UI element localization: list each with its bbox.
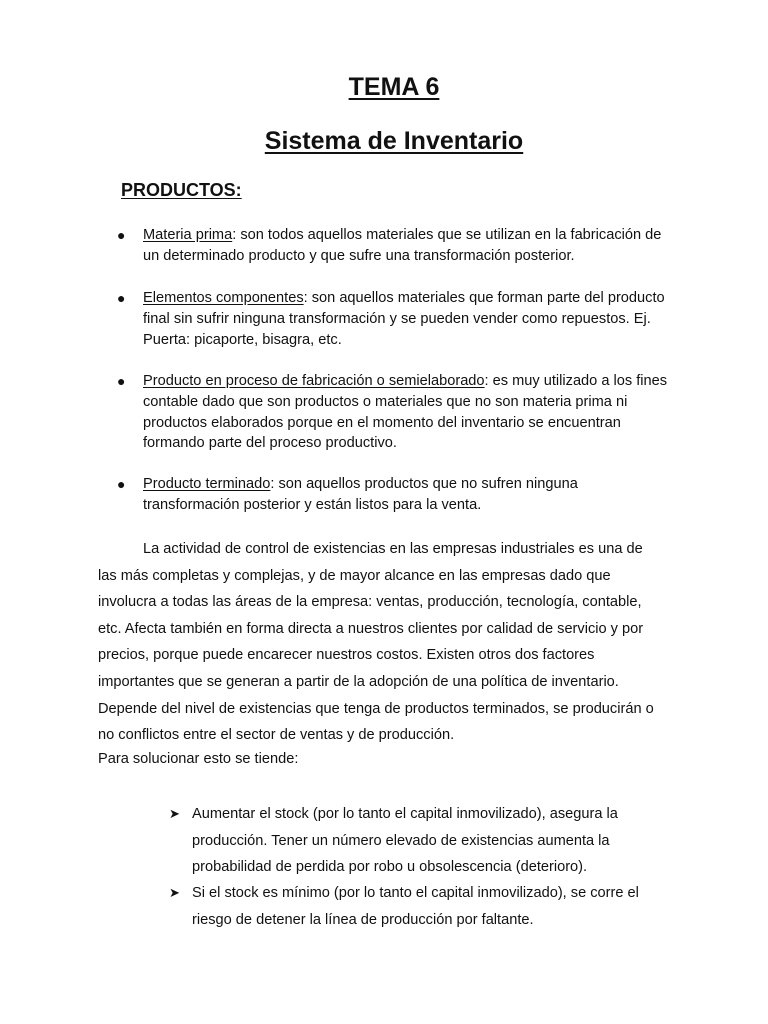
document-title: TEMA 6 <box>348 73 440 101</box>
bullet-text: : es muy utilizado a los fines contable dado que son productos o materiales que no son materia prima ni productos elaborados porque en el momento del inventario se encuentran formando parte del proceso productivo. <box>143 373 668 452</box>
bullet-item-producto-terminado <box>117 474 668 516</box>
arrowhead-icon: ➤ <box>169 885 180 900</box>
bullet-dot-icon: ● <box>117 227 126 243</box>
bullet-term: Producto en proceso de fabricación o semielaborado <box>143 373 485 389</box>
arrow-item-aumentar-stock <box>169 801 667 881</box>
body-paragraph: La actividad de control de existencias en las empresas industriales es una de las más completas y complejas, y de mayor alcance en las empresas dado que involucra a todas las áreas de la empresa: ventas, producción, tecnología, contable, etc. Afecta también en forma directa a nuestros clientes por calidad de servicio y por precios, porque puede encarecer nuestros costos. Existen otros dos factores importantes que se generan a partir de la adopción de una política de inventario. Depende del nivel de existencias que tenga de productos terminados, se producirán o no conflictos entre el sector de ventas y de producción. <box>98 541 654 744</box>
arrow-item-text: Aumentar el stock (por lo tanto el capital inmovilizado), asegura la producción. Tener un número elevado de existencias aumenta la probabilidad de perdida por robo u obsolescencia (deterioro). <box>192 806 618 876</box>
bullet-dot-icon: ● <box>117 373 126 389</box>
bullet-dot-icon: ● <box>117 290 126 306</box>
bullet-item-elementos-componentes <box>117 288 668 350</box>
body-paragraph-tail: Para solucionar esto se tiende: <box>98 751 299 767</box>
arrow-item-stock-minimo <box>169 880 667 933</box>
bullet-term: Elementos componentes <box>143 290 304 306</box>
bullet-item-materia-prima <box>117 225 668 267</box>
bullet-term: Materia prima <box>143 227 233 243</box>
arrowhead-icon: ➤ <box>169 806 180 821</box>
bullet-dot-icon: ● <box>117 476 126 492</box>
bullet-text: : son aquellos productos que no sufren ninguna transformación posterior y están listos para la venta. <box>143 476 578 513</box>
section-heading: PRODUCTOS: <box>121 180 242 200</box>
bullet-term: Producto terminado <box>143 476 271 492</box>
arrow-item-text: Si el stock es mínimo (por lo tanto el capital inmovilizado), se corre el riesgo de detener la línea de producción por faltante. <box>192 885 639 928</box>
bullet-text: : son aquellos materiales que forman parte del producto final sin sufrir ninguna transformación y se pueden vender como repuestos. Ej. Puerta: picaporte, bisagra, etc. <box>143 290 665 348</box>
bullet-text: : son todos aquellos materiales que se utilizan en la fabricación de un determinado producto y que sufre una transformación posterior. <box>143 227 662 264</box>
bullet-item-producto-en-proceso <box>117 371 668 454</box>
document-subtitle: Sistema de Inventario <box>264 127 524 155</box>
